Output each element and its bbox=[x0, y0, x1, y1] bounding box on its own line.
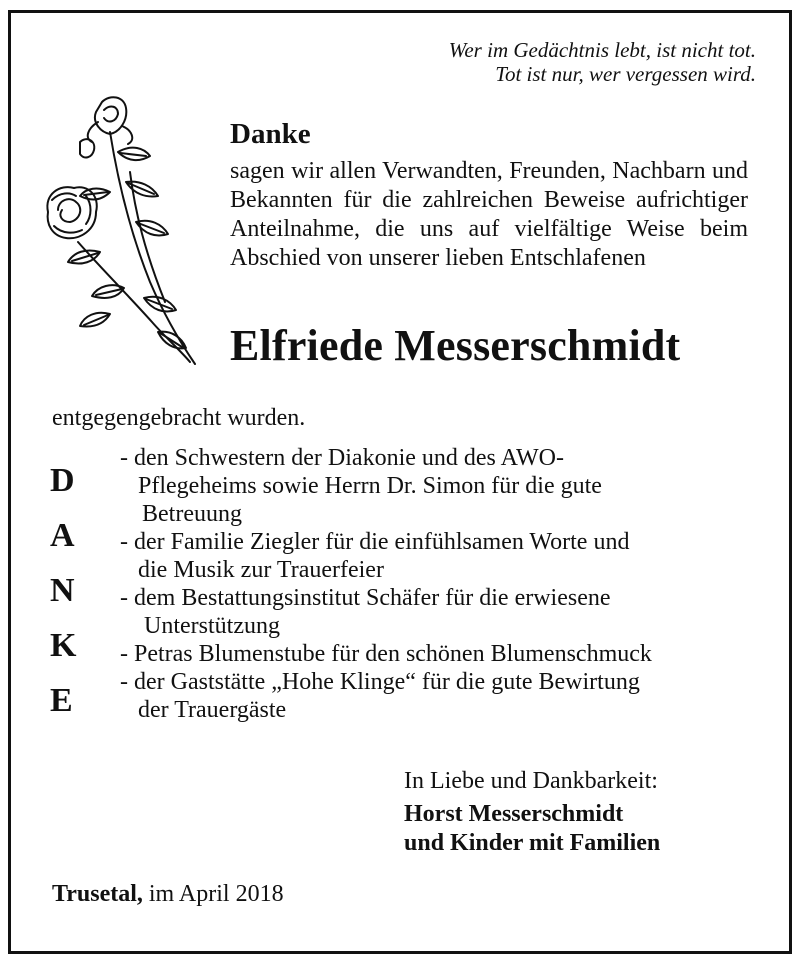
place: Trusetal, bbox=[52, 881, 143, 907]
list-item bbox=[120, 640, 748, 668]
list-item-line: - Petras Blumenstube für den schönen Blumenschmuck bbox=[120, 641, 652, 667]
side-letter: D bbox=[50, 462, 75, 499]
thanks-list bbox=[120, 444, 748, 724]
date: im April 2018 bbox=[148, 881, 284, 907]
rose-illustration-icon bbox=[40, 92, 210, 372]
side-letter: E bbox=[50, 682, 73, 719]
list-item-line: - dem Bestattungsinstitut Schäfer für die erwiesene bbox=[120, 585, 611, 611]
motto-line-2: Tot ist nur, wer vergessen wird. bbox=[495, 62, 756, 86]
list-item-line: die Musik zur Trauerfeier bbox=[138, 557, 384, 583]
closing-block bbox=[404, 767, 660, 858]
list-item-line: - der Gaststätte „Hohe Klinge“ für die gute Bewirtung bbox=[120, 669, 640, 695]
thanks-heading: Danke bbox=[230, 118, 311, 150]
place-date bbox=[52, 881, 284, 908]
motto-line-1: Wer im Gedächtnis lebt, ist nicht tot. bbox=[448, 38, 756, 62]
list-item bbox=[120, 528, 748, 584]
list-item-line: Pflegeheims sowie Herrn Dr. Simon für die gute bbox=[138, 473, 602, 499]
list-item bbox=[120, 584, 748, 640]
list-item-line: Betreuung bbox=[142, 501, 242, 527]
motto-quote bbox=[449, 38, 756, 86]
signer-2: und Kinder mit Familien bbox=[404, 830, 661, 856]
intro-text: sagen wir allen Verwandten, Freunden, Nachbarn und Bekannten für die zahlreichen Beweise aufrichtiger Anteilnahme, die uns auf vielfältige Weise beim Abschied von unserer lieben Entschlafenen bbox=[230, 158, 748, 271]
list-item bbox=[120, 668, 748, 724]
signers bbox=[404, 800, 660, 858]
list-item bbox=[120, 444, 748, 528]
list-item-line: der Trauergäste bbox=[138, 697, 287, 723]
side-letter: A bbox=[50, 517, 75, 554]
side-letter: N bbox=[50, 572, 75, 609]
signer-1: Horst Messerschmidt bbox=[404, 801, 624, 827]
side-letter: K bbox=[50, 627, 77, 664]
list-item-line: - der Familie Ziegler für die einfühlsamen Worte und bbox=[120, 529, 630, 555]
list-item-line: - den Schwestern der Diakonie und des AWO- bbox=[120, 445, 564, 471]
deceased-name: Elfriede Messerschmidt bbox=[230, 321, 681, 370]
list-item-line: Unterstützung bbox=[144, 613, 280, 639]
after-name-text: entgegengebracht wurden. bbox=[52, 405, 306, 431]
closing-phrase: In Liebe und Dankbarkeit: bbox=[404, 768, 658, 794]
